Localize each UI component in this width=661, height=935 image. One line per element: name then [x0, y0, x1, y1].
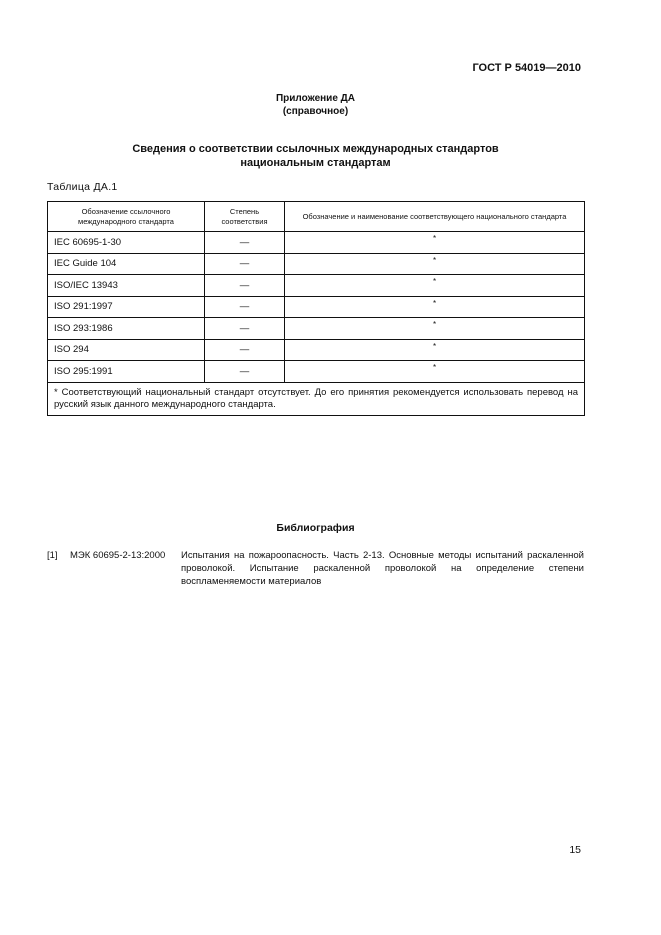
cell-intl-standard: ISO 294	[48, 339, 205, 361]
cell-degree: —	[205, 275, 285, 297]
cell-intl-standard: ISO/IEC 13943	[48, 275, 205, 297]
document-code: ГОСТ Р 54019—2010	[472, 62, 581, 74]
table-row	[48, 339, 585, 361]
cell-intl-standard: ISO 291:1997	[48, 296, 205, 318]
cell-intl-standard: IEC Guide 104	[48, 253, 205, 275]
column-header-degree: Степень соответствия	[205, 202, 285, 232]
cell-national-standard: *	[285, 296, 585, 318]
column-header-national-standard: Обозначение и наименование соответствующего национального стандарта	[285, 202, 585, 232]
appendix-heading	[0, 92, 631, 118]
cell-degree: —	[205, 361, 285, 383]
table-row	[48, 275, 585, 297]
cell-national-standard: *	[285, 361, 585, 383]
cell-degree: —	[205, 296, 285, 318]
correspondence-table	[47, 201, 585, 416]
section-title-line-2: национальным стандартам	[240, 157, 391, 169]
table-row	[48, 318, 585, 340]
appendix-title: Приложение ДА	[275, 93, 356, 104]
table-footnote: * Соответствующий национальный стандарт отсутствует. До его принятия рекомендуется использовать перевод на русский язык данного международного стандарта.	[48, 382, 585, 415]
cell-degree: —	[205, 339, 285, 361]
cell-national-standard: *	[285, 232, 585, 254]
appendix-subtitle: (справочное)	[282, 106, 349, 117]
cell-degree: —	[205, 232, 285, 254]
cell-degree: —	[205, 253, 285, 275]
cell-national-standard: *	[285, 339, 585, 361]
section-title-line-1: Сведения о соответствии ссылочных международных стандартов	[132, 143, 499, 155]
bibliography-entry-text: Испытания на пожароопасность. Часть 2-13. Основные методы испытаний раскаленной проволокой. Испытание раскаленной проволокой на определение степени воспламеняемости материалов	[181, 550, 584, 587]
table-row	[48, 232, 585, 254]
cell-degree: —	[205, 318, 285, 340]
page-number: 15	[569, 844, 581, 856]
table-header-row	[48, 202, 585, 232]
correspondence-table-wrapper	[47, 201, 584, 416]
cell-intl-standard: ISO 295:1991	[48, 361, 205, 383]
cell-national-standard: *	[285, 253, 585, 275]
bibliography-title: Библиография	[276, 522, 355, 534]
table-row	[48, 296, 585, 318]
table-footnote-row	[48, 382, 585, 415]
bibliography-entry-number: [1]	[47, 550, 58, 561]
table-row	[48, 361, 585, 383]
cell-national-standard: *	[285, 275, 585, 297]
column-header-intl-standard: Обозначение ссылочного международного стандарта	[48, 202, 205, 232]
table-row	[48, 253, 585, 275]
table-caption: Таблица ДА.1	[47, 181, 118, 193]
cell-national-standard: *	[285, 318, 585, 340]
cell-intl-standard: ISO 293:1986	[48, 318, 205, 340]
cell-intl-standard: IEC 60695-1-30	[48, 232, 205, 254]
section-title	[0, 142, 631, 170]
bibliography-entry-code: МЭК 60695-2-13:2000	[70, 550, 166, 561]
